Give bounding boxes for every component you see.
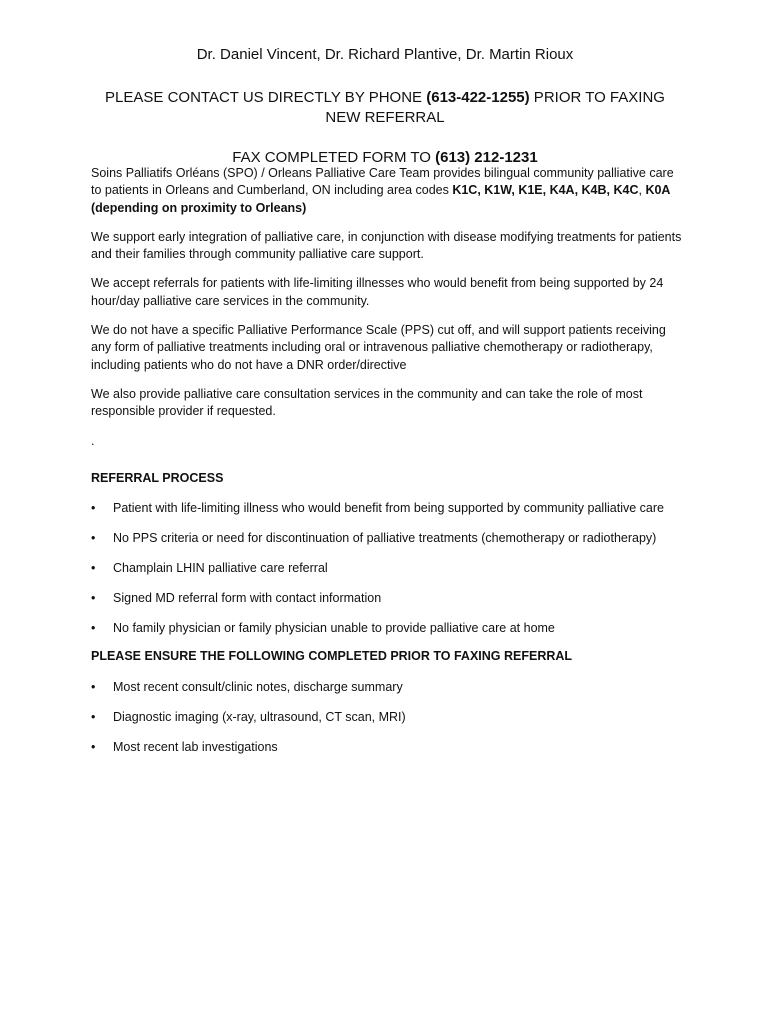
intro-comma: , <box>638 183 646 198</box>
bullet-icon: • <box>91 739 96 754</box>
bullet-icon: • <box>91 709 96 724</box>
bullet-icon: • <box>91 620 96 635</box>
list-item: • No PPS criteria or need for discontinuation of palliative treatments (chemotherapy or radiotherapy) <box>91 530 686 560</box>
intro-text: Soins Palliatifs Orléans (SPO) / Orleans Palliative Care Team provides bilingual community palliative care to patients in Orleans and Cumberland, ON including area codes <box>91 166 674 198</box>
bullet-icon: • <box>91 679 96 694</box>
doctors-header <box>90 45 680 64</box>
list-item: • Patient with life-limiting illness who would benefit from being supported by community palliative care <box>91 500 686 530</box>
paragraph-early-integration: We support early integration of palliative care, in conjunction with disease modifying treatments for patients and their families through community palliative care support. <box>91 229 682 262</box>
referral-process-list <box>91 500 686 648</box>
ensure-list <box>91 679 686 769</box>
referral-process-title: REFERRAL PROCESS <box>91 470 224 485</box>
document-body <box>91 165 686 769</box>
ensure-title: PLEASE ENSURE THE FOLLOWING COMPLETED PRIOR TO FAXING REFERRAL <box>91 648 573 663</box>
contact-suffix: PRIOR TO FAXING NEW REFERRAL <box>325 89 665 126</box>
paragraph-pps: We do not have a specific Palliative Performance Scale (PPS) cut off, and will support patients receiving any form of palliative treatments including oral or intravenous palliative chemotherapy or radiotherapy, including patients who do not have a DNR order/directive <box>91 323 666 372</box>
bullet-icon: • <box>91 500 96 515</box>
paragraph-accept-referrals: We accept referrals for patients with life-limiting illnesses who would benefit from being supported by 24 hour/day palliative care services in the community. <box>91 276 664 308</box>
intro-codes-1: K1C, K1W, K1E, K4A, K4B, K4C <box>452 183 639 198</box>
fax-number: (613) 212-1231 <box>435 149 538 166</box>
bullet-icon: • <box>91 560 96 575</box>
list-item: • Signed MD referral form with contact information <box>91 590 686 620</box>
contact-phone: (613-422-1255) <box>426 89 530 106</box>
list-item: • Champlain LHIN palliative care referral <box>91 560 686 590</box>
fax-prefix: FAX COMPLETED FORM TO <box>232 149 436 166</box>
stray-dot: . <box>91 433 95 448</box>
intro-paragraph <box>91 165 686 217</box>
intro-codes-2: K0A (depending on proximity to Orleans) <box>91 183 670 215</box>
contact-prefix: PLEASE CONTACT US DIRECTLY BY PHONE <box>105 89 427 106</box>
bullet-icon: • <box>91 590 96 605</box>
list-item: • Most recent consult/clinic notes, discharge summary <box>91 679 686 709</box>
list-item: • Most recent lab investigations <box>91 739 686 769</box>
bullet-icon: • <box>91 530 96 545</box>
contact-notice <box>90 88 680 127</box>
list-item: • No family physician or family physician unable to provide palliative care at home <box>91 620 686 648</box>
list-item: • Diagnostic imaging (x-ray, ultrasound, CT scan, MRI) <box>91 709 686 739</box>
paragraph-consultation: We also provide palliative care consultation services in the community and can take the role of most responsible provider if requested. <box>91 386 643 419</box>
doctors-names: Dr. Daniel Vincent, Dr. Richard Plantive, Dr. Martin Rioux <box>196 46 574 63</box>
